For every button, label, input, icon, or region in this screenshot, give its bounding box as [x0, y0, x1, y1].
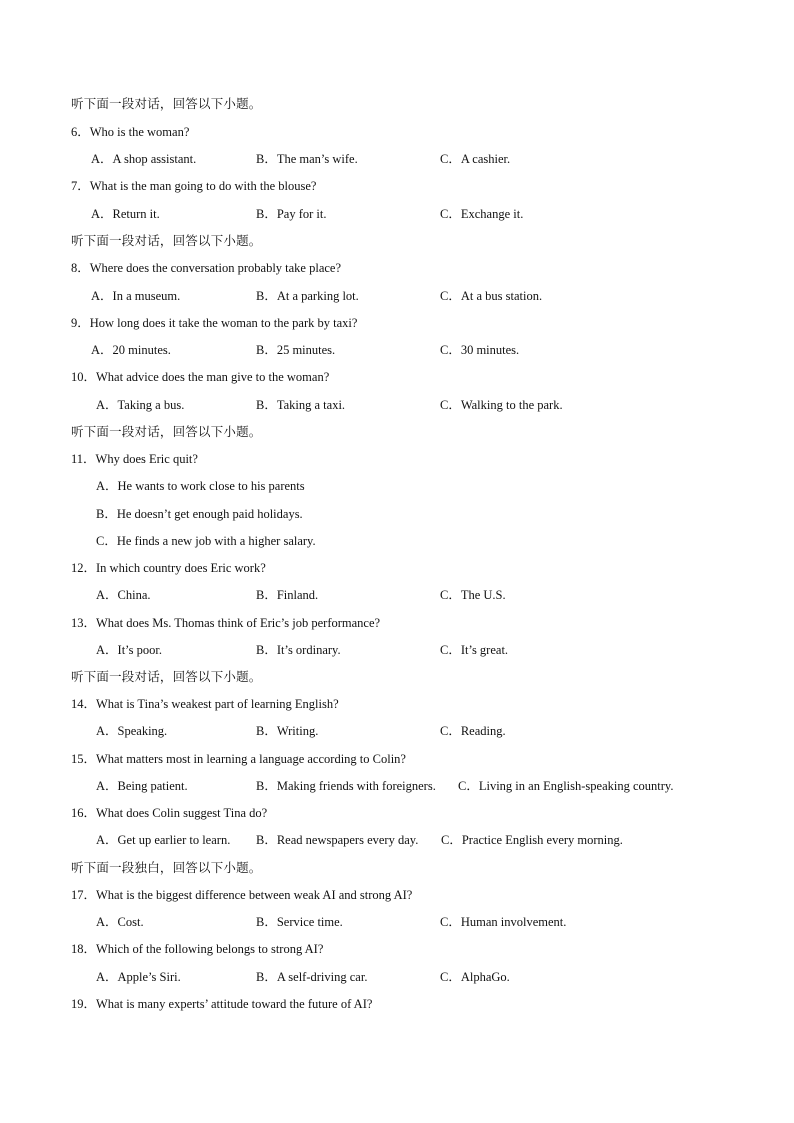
question-text: 18．Which of the following belongs to strong AI?	[71, 942, 324, 956]
question-18	[0, 939, 794, 959]
section-heading	[0, 422, 794, 442]
option-a: A．Taking a bus.	[96, 398, 185, 412]
option-c: C．A cashier.	[440, 152, 511, 166]
question-17	[0, 885, 794, 905]
option-c: C．Exchange it.	[440, 207, 524, 221]
question-15	[0, 749, 794, 769]
option-11-b	[0, 504, 794, 524]
question-text: 16．What does Colin suggest Tina do?	[71, 806, 268, 820]
question-text: 6．Who is the woman?	[71, 125, 190, 139]
section-heading	[0, 231, 794, 251]
options-15	[0, 776, 794, 796]
section-instruction: 听下面一段对话，回答以下小题。	[71, 424, 262, 439]
option-b: B．At a parking lot.	[256, 289, 359, 303]
option-a: A．Apple’s Siri.	[96, 970, 181, 984]
options-16	[0, 830, 794, 850]
question-13	[0, 613, 794, 633]
question-text: 19．What is many experts’ attitude toward the future of AI?	[71, 997, 373, 1011]
options-18	[0, 967, 794, 987]
question-text: 17．What is the biggest difference between weak AI and strong AI?	[71, 888, 413, 902]
option-a: A．Get up earlier to learn.	[96, 833, 231, 847]
options-14	[0, 721, 794, 741]
question-6	[0, 122, 794, 142]
option-a: A．20 minutes.	[91, 343, 171, 357]
section-instruction: 听下面一段对话，回答以下小题。	[71, 669, 262, 684]
question-8	[0, 258, 794, 278]
options-6	[0, 149, 794, 169]
options-13	[0, 640, 794, 660]
question-12	[0, 558, 794, 578]
option-a: A．Being patient.	[96, 779, 188, 793]
option-a: A．A shop assistant.	[91, 152, 197, 166]
option-c: C．Practice English every morning.	[441, 833, 623, 847]
section-instruction: 听下面一段对话，回答以下小题。	[71, 233, 262, 248]
option-c: C．Walking to the park.	[440, 398, 563, 412]
options-9	[0, 340, 794, 360]
question-text: 7．What is the man going to do with the blouse?	[71, 179, 317, 193]
option-b: B．Writing.	[256, 724, 319, 738]
question-text: 11．Why does Eric quit?	[71, 452, 198, 466]
option-c: C．The U.S.	[440, 588, 506, 602]
option-c: C．It’s great.	[440, 643, 509, 657]
section-heading	[0, 94, 794, 114]
option-a: A．China.	[96, 588, 151, 602]
option-b: B．The man’s wife.	[256, 152, 358, 166]
question-19	[0, 994, 794, 1014]
question-text: 9．How long does it take the woman to the park by taxi?	[71, 316, 358, 330]
question-9	[0, 313, 794, 333]
question-14	[0, 694, 794, 714]
options-12	[0, 585, 794, 605]
option-b: B．Pay for it.	[256, 207, 327, 221]
option-b: B．Read newspapers every day.	[256, 833, 419, 847]
option-a: A．He wants to work close to his parents	[96, 479, 305, 493]
option-a: A．Return it.	[91, 207, 160, 221]
option-b: B．Taking a taxi.	[256, 398, 346, 412]
question-text: 15．What matters most in learning a language according to Colin?	[71, 752, 406, 766]
option-b: B．He doesn’t get enough paid holidays.	[96, 507, 303, 521]
option-c: C．At a bus station.	[440, 289, 543, 303]
section-heading	[0, 858, 794, 878]
option-11-a	[0, 476, 794, 496]
option-b: B．Service time.	[256, 915, 343, 929]
option-b: B．A self-driving car.	[256, 970, 368, 984]
options-7	[0, 204, 794, 224]
option-a: A．Cost.	[96, 915, 144, 929]
question-16	[0, 803, 794, 823]
options-10	[0, 395, 794, 415]
option-b: B．Making friends with foreigners.	[256, 779, 436, 793]
option-a: A．It’s poor.	[96, 643, 162, 657]
option-c: C．30 minutes.	[440, 343, 520, 357]
question-11	[0, 449, 794, 469]
options-8	[0, 286, 794, 306]
option-c: C．Living in an English-speaking country.	[458, 779, 674, 793]
question-text: 14．What is Tina’s weakest part of learning English?	[71, 697, 339, 711]
options-17	[0, 912, 794, 932]
option-a: A．Speaking.	[96, 724, 168, 738]
option-b: B．Finland.	[256, 588, 319, 602]
option-c: C．AlphaGo.	[440, 970, 510, 984]
option-b: B．It’s ordinary.	[256, 643, 341, 657]
option-c: C．He finds a new job with a higher salary.	[96, 534, 316, 548]
question-text: 10．What advice does the man give to the woman?	[71, 370, 330, 384]
section-instruction: 听下面一段对话，回答以下小题。	[71, 96, 262, 111]
section-instruction: 听下面一段独白，回答以下小题。	[71, 860, 262, 875]
question-text: 12．In which country does Eric work?	[71, 561, 266, 575]
section-heading	[0, 667, 794, 687]
question-10	[0, 367, 794, 387]
question-7	[0, 176, 794, 196]
option-11-c	[0, 531, 794, 551]
question-text: 13．What does Ms. Thomas think of Eric’s job performance?	[71, 616, 381, 630]
question-text: 8．Where does the conversation probably take place?	[71, 261, 342, 275]
option-b: B．25 minutes.	[256, 343, 336, 357]
option-c: C．Human involvement.	[440, 915, 567, 929]
option-a: A．In a museum.	[91, 289, 181, 303]
option-c: C．Reading.	[440, 724, 506, 738]
